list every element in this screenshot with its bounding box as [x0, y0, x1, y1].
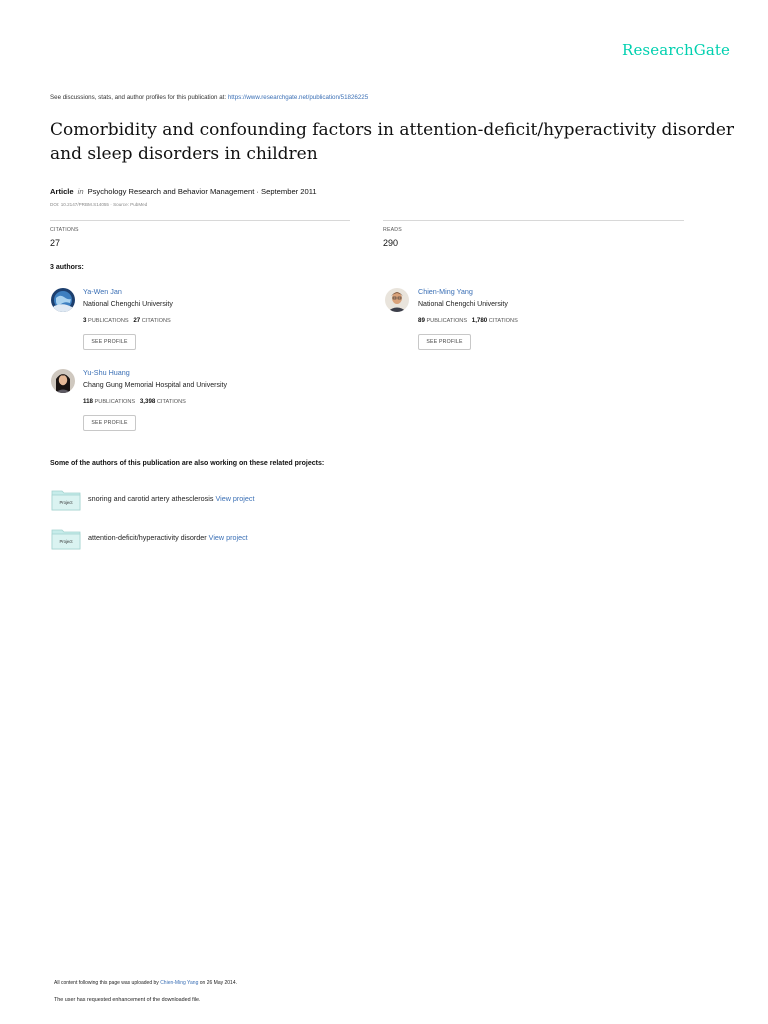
- article-title: Comorbidity and confounding factors in attention-deficit/hyperactivity disorder and sleep disorders in children: [50, 120, 735, 164]
- citations-label: CITATIONS: [50, 227, 79, 233]
- person-avatar-icon[interactable]: [385, 288, 409, 312]
- author-affiliation: Chang Gung Memorial Hospital and University: [83, 382, 227, 389]
- view-project-link[interactable]: View project: [208, 533, 248, 542]
- reads-label: READS: [383, 227, 402, 233]
- enhancement-notice: The user has requested enhancement of the downloaded file.: [54, 997, 201, 1003]
- discussion-line: [50, 94, 368, 101]
- see-profile-button[interactable]: SEE PROFILE: [83, 415, 136, 431]
- see-profile-button[interactable]: SEE PROFILE: [83, 334, 136, 350]
- upload-suffix: on 26 May 2014.: [199, 980, 237, 986]
- author-affiliation: National Chengchi University: [83, 301, 173, 308]
- article-type: Article: [50, 187, 74, 196]
- project-folder-icon[interactable]: [51, 487, 81, 511]
- project-item: [88, 494, 254, 503]
- citations-divider: [50, 220, 350, 221]
- project-item: [88, 533, 248, 542]
- project-folder-label: Project: [59, 500, 73, 505]
- author-stats: 3 PUBLICATIONS 27 CITATIONS: [83, 317, 171, 324]
- article-meta: [50, 187, 317, 196]
- publication-url-link[interactable]: https://www.researchgate.net/publication/51826225: [227, 94, 369, 101]
- discussion-text: See discussions, stats, and author profiles for this publication at:: [50, 94, 227, 101]
- author-stats: 118 PUBLICATIONS 3,398 CITATIONS: [83, 398, 186, 405]
- author-name-link[interactable]: Yu-Shu Huang: [83, 368, 130, 377]
- author-affiliation: National Chengchi University: [418, 301, 508, 308]
- see-profile-button[interactable]: SEE PROFILE: [418, 334, 471, 350]
- article-doi: DOI: 10.2147/PRBM.S14055 · Source: PubMed: [50, 202, 148, 207]
- project-folder-icon[interactable]: [51, 526, 81, 550]
- globe-avatar-icon[interactable]: [51, 288, 75, 312]
- reads-value: 290: [383, 238, 399, 248]
- journal-date[interactable]: Psychology Research and Behavior Management · September 2011: [87, 187, 317, 196]
- author-name-link[interactable]: Ya-Wen Jan: [83, 287, 122, 296]
- project-folder-label: Project: [59, 539, 73, 544]
- in-label: in: [77, 187, 84, 196]
- projects-heading: Some of the authors of this publication are also working on these related projects:: [50, 460, 325, 467]
- researchgate-logo[interactable]: ResearchGate: [622, 41, 730, 59]
- author-stats: 89 PUBLICATIONS 1,780 CITATIONS: [418, 317, 518, 324]
- citations-value: 27: [50, 238, 61, 248]
- upload-prefix: All content following this page was uploaded by: [54, 980, 159, 986]
- upload-notice: [54, 980, 237, 986]
- person-avatar-icon[interactable]: [51, 369, 75, 393]
- authors-heading: 3 authors:: [50, 264, 84, 271]
- project-title: snoring and carotid artery athesclerosis: [88, 494, 214, 503]
- author-name-link[interactable]: Chien-Ming Yang: [418, 287, 473, 296]
- reads-divider: [383, 220, 684, 221]
- project-title: attention-deficit/hyperactivity disorder: [88, 533, 207, 542]
- view-project-link[interactable]: View project: [215, 494, 255, 503]
- uploader-link[interactable]: Chien-Ming Yang: [160, 980, 199, 986]
